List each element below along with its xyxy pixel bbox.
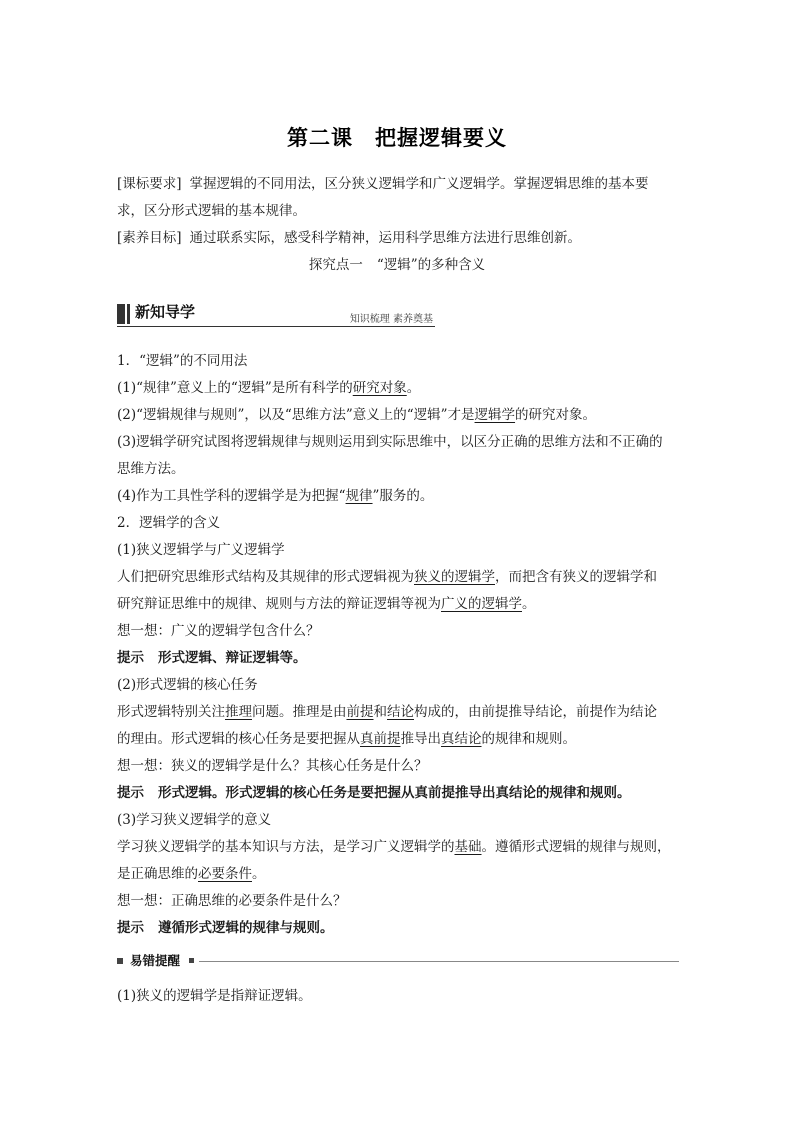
s2-question-2: 想一想：狭义的逻辑学是什么？其核心任务是什么？ xyxy=(117,758,428,774)
goal-line: [素养目标] 通过联系实际，感受科学精神，运用科学思维方法进行思维创新。 xyxy=(117,230,582,246)
s2-text-1: 人们把研究思维形式结构及其规律的形式逻辑视为狭义的逻辑学，而把含有狭义的逻辑学和 xyxy=(117,569,657,585)
banner-subtitle: 知识梳理 素养奠基 xyxy=(349,314,433,325)
warning-item-1: (1)狭义的逻辑学是指辩证逻辑。 xyxy=(117,988,312,1004)
s1-heading: 1．“逻辑”的不同用法 xyxy=(117,353,248,369)
s2-text-3: 形式逻辑特别关注推理问题。推理是由前提和结论构成的，由前提推导结论，前提作为结论 xyxy=(117,704,657,720)
s2-hint-3: 提示 遵循形式逻辑的规律与规则。 xyxy=(117,920,334,936)
s2-question-1: 想一想：广义的逻辑学包含什么？ xyxy=(117,623,320,639)
requirement-tag: [课标要求] xyxy=(117,176,182,192)
warning-dot-icon xyxy=(189,958,194,963)
s1-item-1: (1)“规律”意义上的“逻辑”是所有科学的研究对象。 xyxy=(117,380,421,396)
warning-square-icon xyxy=(117,958,123,964)
warning-label: 易错提醒 xyxy=(130,953,181,968)
title-topic: 把握逻辑要义 xyxy=(375,126,507,150)
s2-text-6: 是正确思维的必要条件。 xyxy=(117,866,266,882)
section-banner xyxy=(117,301,435,327)
page-title xyxy=(0,122,794,152)
s2-text-5: 学习狭义逻辑学的基本知识与方法，是学习广义逻辑学的基础。遵循形式逻辑的规律与规则， xyxy=(117,839,671,855)
title-lesson: 第二课 xyxy=(287,126,353,150)
s2-heading: 2．逻辑学的含义 xyxy=(117,515,221,531)
s1-item-4: (4)作为工具性学科的逻辑学是为把握“规律”服务的。 xyxy=(117,488,434,504)
s1-item-3-line-2: 思维方法。 xyxy=(117,461,185,477)
explore-heading: 探究点一 “逻辑”的多种含义 xyxy=(308,257,486,273)
banner-underline xyxy=(117,326,435,327)
s1-item-3-line-1: (3)逻辑学研究试图将逻辑规律与规则运用到实际思维中，以区分正确的思维方法和不正确的 xyxy=(117,434,663,450)
banner-tick-mark xyxy=(127,304,130,324)
requirement-line-2: 求，区分形式逻辑的基本规律。 xyxy=(117,203,306,219)
s2-text-2: 研究辩证思维中的规律、规则与方法的辩证逻辑等视为广义的逻辑学。 xyxy=(117,596,536,612)
warning-rule xyxy=(199,961,679,962)
s2-sub-2: (2)形式逻辑的核心任务 xyxy=(117,677,258,693)
s2-sub-1: (1)狭义逻辑学与广义逻辑学 xyxy=(117,542,285,558)
s1-item-2: (2)“逻辑规律与规则”，以及“思维方法”意义上的“逻辑”才是逻辑学的研究对象。 xyxy=(117,407,597,423)
goal-tag: [素养目标] xyxy=(117,230,182,246)
requirement-line-1: [课标要求] 掌握逻辑的不同用法，区分狭义逻辑学和广义逻辑学。掌握逻辑思维的基本要 xyxy=(117,176,649,192)
s2-hint-1: 提示 形式逻辑、辩证逻辑等。 xyxy=(117,650,307,666)
warning-header xyxy=(117,951,679,973)
banner-bar-mark xyxy=(117,304,125,324)
s2-sub-3: (3)学习狭义逻辑学的意义 xyxy=(117,812,272,828)
s2-hint-2: 提示 形式逻辑。形式逻辑的核心任务是要把握从真前提推导出真结论的规律和规则。 xyxy=(117,785,631,801)
banner-title: 新知导学 xyxy=(135,303,196,321)
s2-question-3: 想一想：正确思维的必要条件是什么？ xyxy=(117,893,347,909)
s2-text-4: 的理由。形式逻辑的核心任务是要把握从真前提推导出真结论的规律和规则。 xyxy=(117,731,576,747)
